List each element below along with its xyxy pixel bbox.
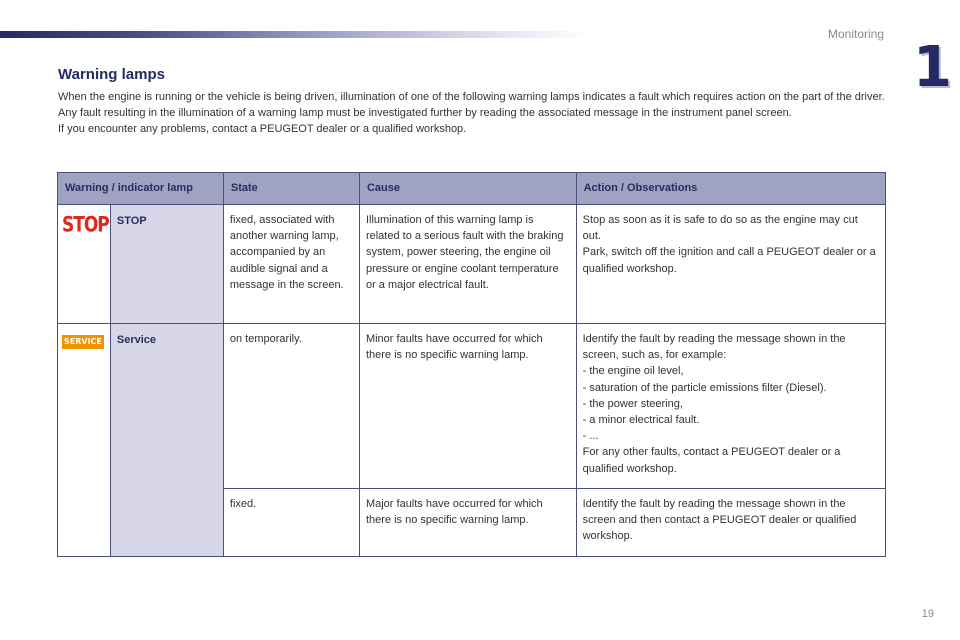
lamp-action (576, 205, 885, 324)
lamp-name: STOP (110, 205, 223, 324)
lamp-state: fixed. (223, 489, 359, 557)
lamp-cause: Major faults have occurred for which there is no specific warning lamp. (359, 489, 576, 557)
intro-text (58, 89, 888, 137)
section-label: Monitoring (827, 27, 884, 41)
lamp-name: Service (110, 324, 223, 557)
chapter-number: 1 (913, 35, 952, 100)
column-header-action: Action / Observations (576, 173, 885, 205)
lamp-icon-cell (58, 324, 111, 557)
action-list-item: - a minor electrical fault. (582, 414, 700, 427)
intro-paragraph: Any fault resulting in the illumination of a warning lamp must be investigated further by reading the associated message in the instrument panel screen. (58, 107, 792, 119)
lamp-state: on temporarily. (223, 324, 359, 489)
lamp-icon-cell (58, 205, 111, 324)
action-line: For any other faults, contact a PEUGEOT dealer or a qualified workshop. (582, 446, 841, 475)
action-line: Identify the fault by reading the message shown in the screen, such as, for example: (582, 333, 846, 362)
action-line: Park, switch off the ignition and call a PEUGEOT dealer or a qualified workshop. (582, 246, 876, 275)
stop-warning-icon: STOP (62, 212, 109, 238)
column-header-state: State (223, 173, 359, 205)
table-row (58, 324, 886, 489)
lamp-action (576, 324, 885, 489)
service-warning-icon: SERVICE (62, 335, 104, 349)
action-list-item: - the power steering, (582, 397, 683, 410)
intro-paragraph: If you encounter any problems, contact a PEUGEOT dealer or a qualified workshop. (58, 123, 467, 135)
lamp-cause: Illumination of this warning lamp is related to a serious fault with the braking system, power steering, the engine oil pressure or engine coolant temperature or a major electrical fault. (359, 205, 576, 324)
action-line: Stop as soon as it is safe to do so as the engine may cut out. (582, 214, 858, 243)
page-number: 19 (921, 608, 934, 620)
warning-lamps-table (57, 172, 886, 557)
column-header-lamp: Warning / indicator lamp (58, 173, 224, 205)
intro-paragraph: When the engine is running or the vehicle is being driven, illumination of one of the following warning lamps indicates a fault which requires action on the part of the driver. (58, 91, 885, 103)
action-list-item: - ... (582, 430, 599, 443)
action-list-item: - the engine oil level, (582, 365, 684, 378)
header-decorative-bar (0, 31, 590, 38)
table-header-row (58, 173, 886, 205)
column-header-cause: Cause (359, 173, 576, 205)
page-title: Warning lamps (58, 66, 165, 83)
table-row (58, 205, 886, 324)
action-list-item: - saturation of the particle emissions filter (Diesel). (582, 381, 827, 394)
lamp-state: fixed, associated with another warning lamp, accompanied by an audible signal and a message in the screen. (223, 205, 359, 324)
lamp-cause: Minor faults have occurred for which there is no specific warning lamp. (359, 324, 576, 489)
lamp-action: Identify the fault by reading the message shown in the screen and then contact a PEUGEOT dealer or qualified workshop. (576, 489, 885, 557)
